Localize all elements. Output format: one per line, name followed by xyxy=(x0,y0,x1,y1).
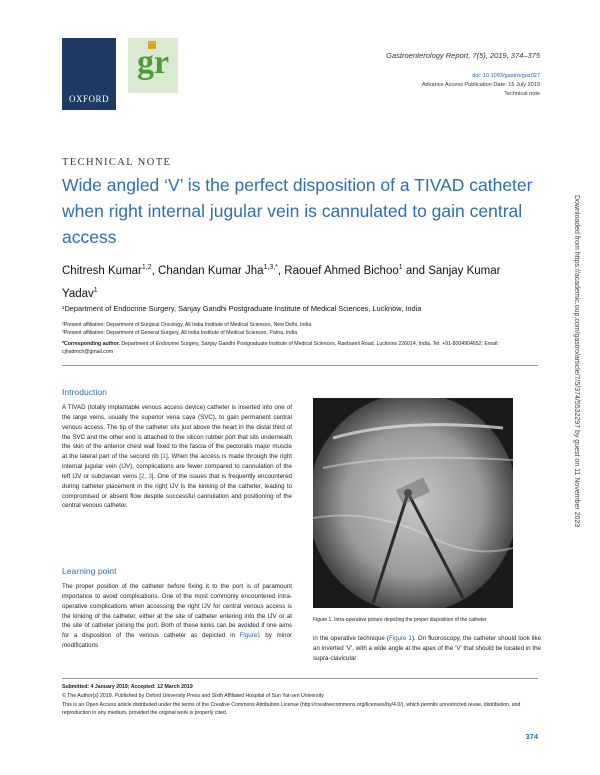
intro-text-part: ]. When the access is made through the right internal jugular vein (IJV), complications are fewer compared to cannulation of the left IJV or subclavian veins [ xyxy=(62,453,292,480)
fluoroscopy-illustration xyxy=(313,398,513,608)
journal-logo-text: gr xyxy=(136,44,170,81)
reference-link[interactable]: 1 xyxy=(162,453,166,461)
right-column-text xyxy=(313,634,541,664)
learning-point-heading: Learning point xyxy=(62,566,117,576)
present-affiliation-3: ³Present affiliation: Department of General Surgery, All India Institute of Medical Sciences, Patna, India xyxy=(62,330,298,336)
download-sidebar xyxy=(575,195,585,575)
author-sep: and xyxy=(402,264,429,277)
author-name[interactable]: Raouef Ahmed Bichoo xyxy=(284,264,399,277)
introduction-text xyxy=(62,403,292,511)
copyright-notice: © The Author(s) 2019. Published by Oxford University Press and Sixth Affiliated Hospital of Sun Yat-sen University xyxy=(62,693,324,699)
primary-affiliation: ¹Department of Endocrine Surgery, Sanjay Gandhi Postgraduate Institute of Medical Sciences, Lucknow, India xyxy=(62,304,422,313)
journal-logo xyxy=(128,38,178,93)
author-affil-sup: 1,2 xyxy=(141,264,152,271)
reference-link[interactable]: 3 xyxy=(148,472,152,480)
oxford-logo xyxy=(62,38,116,110)
page-number: 374 xyxy=(525,732,538,741)
author-sep: , xyxy=(151,264,159,277)
author-affil-sup: 1 xyxy=(93,286,98,294)
figure-caption: Figure 1. Intra-operative picture depicting the proper disposition of the catheter xyxy=(313,617,487,623)
intro-text-part: ]. One of the issues that is frequently encountered during catheter placement in the right IJV is the kinking of the catheter, leading to compromised or absent flow despite successful cannulation and positioning of the central venous catheter. xyxy=(62,472,292,510)
fluoroscopy-image xyxy=(313,398,513,608)
corresponding-label: *Corresponding author. xyxy=(62,341,120,347)
figure-link[interactable]: Figure 1 xyxy=(388,635,412,642)
author-list xyxy=(62,258,532,304)
author-sep: , xyxy=(277,264,285,277)
license-notice: This is an Open Access article distributed under the terms of the Creative Commons Attribution License (http://creativecommons.org/licenses/by/4.0/), which permits unrestricted reuse, distribution, and reproduction in any medium, provided the original work is properly cited. xyxy=(62,702,521,716)
right-text-part: in the operative technique ( xyxy=(313,635,389,642)
learning-text-part: by minor modifications xyxy=(62,632,292,650)
learning-text-part: The proper position of the catheter before fixing it to the port is of paramount importance to avoid complications. One of the most commonly encountered intra-operative complications when accessing the right IJV for central venous access is the kinking of the catheter, either at the site of catheter entering into the IJV or at the site of catheter joining the port. Both of these kinks can be avoided if one aims for a disposition of the venous catheter as depicted in xyxy=(62,583,292,640)
right-text-part: ). On fluoroscopy, the catheter should look like an inverted ‘V’, with a wide angle at the apex of the ‘V’ that should be located in the supra-clavicular xyxy=(313,635,542,662)
divider xyxy=(62,365,538,366)
section-label: TECHNICAL NOTE xyxy=(62,157,172,168)
submission-dates: Submitted: 4 January 2019; Accepted: 12 March 2019 xyxy=(62,684,193,690)
journal-citation: Gastroenterology Report, 7(5), 2019, 374–375 xyxy=(386,51,540,60)
author-affil-sup: 1,3,* xyxy=(263,264,278,271)
intro-text-part: A TIVAD (totally implantable venous access device) catheter is inserted into one of the large veins, usually the superior vena cava (SVC), to gain permanent central venous access. The tip of the catheter sits just above the heart in the distal third of the SVC and the other end is attached to the silicon rubber port that sits underneath the skin of the anterior chest wall fixed to the fascia of the pectoralis major muscle at the lateral part of the second rib [ xyxy=(62,404,292,461)
article-type: Technical note xyxy=(504,91,540,97)
article-title: Wide angled ‘V’ is the perfect disposition of a TIVAD catheter when right internal jugular vein is cannulated to gain central access xyxy=(62,175,533,247)
author-affil-sup: 1 xyxy=(398,264,403,271)
author-name[interactable]: Chitresh Kumar xyxy=(62,264,142,277)
author-name[interactable]: Sanjay Kumar Yadav xyxy=(62,264,501,300)
reference-link[interactable]: 2 xyxy=(140,472,145,480)
figure-link[interactable]: Figure1 xyxy=(239,632,261,640)
advance-access-date: Advance Access Publication Date: 15 July 2019 xyxy=(421,82,540,88)
intro-text-part: , xyxy=(144,472,149,480)
doi-link[interactable]: doi: 10.1093/gastro/goz027 xyxy=(472,73,540,79)
introduction-heading: Introduction xyxy=(62,387,107,397)
author-name[interactable]: Chandan Kumar Jha xyxy=(158,264,264,277)
corresponding-details: Department of Endocrine Surgery, Sanjay Gandhi Postgraduate Institute of Medical Sciences, Raebareli Road, Lucknow 226014, India. Tel: +91-8004904652; Email: cjhadmch@gmail.com xyxy=(62,341,499,355)
oxford-logo-text: OXFORD xyxy=(68,94,109,104)
present-affiliation-2: ²Present affiliation: Department of Surgical Oncology, All India Institute of Medical Sciences, New Delhi, India xyxy=(62,322,312,328)
corresponding-author xyxy=(62,340,542,356)
download-note: Downloaded from https://academic.oup.com/gastro/article/7/5/374/5532297 by guest on 11 November 2023 xyxy=(573,195,580,528)
learning-point-text xyxy=(62,582,292,651)
footer-divider xyxy=(62,678,538,679)
